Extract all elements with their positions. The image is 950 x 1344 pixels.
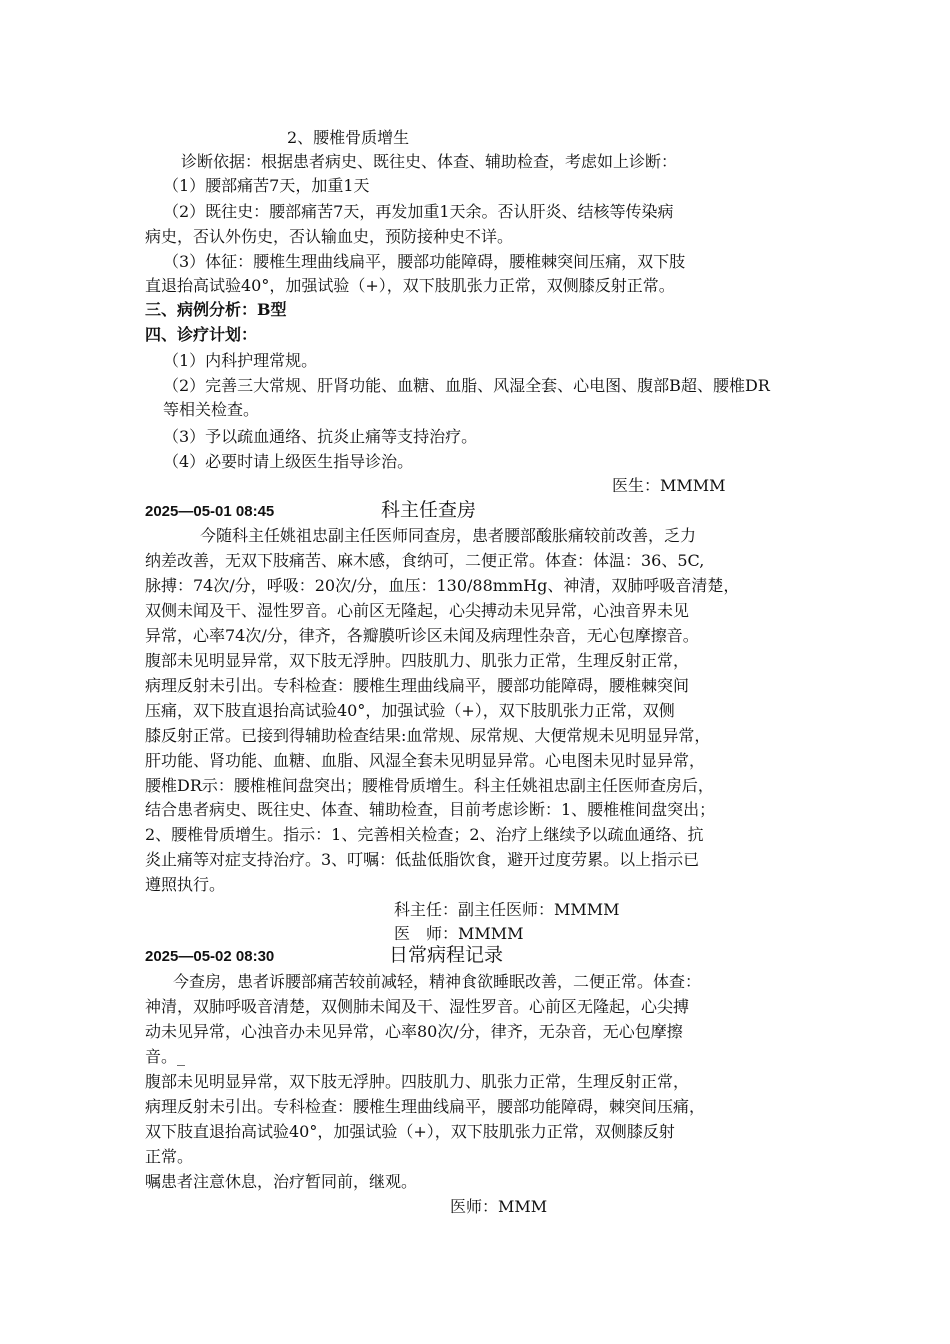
record-1-director-signature: 科主任：副主任医师：MMMM: [394, 900, 620, 919]
record-1-line: 脉搏：74次/分，呼吸：20次/分，血压：130/88mmHg、神清，双肺呼吸音清楚，: [145, 576, 740, 595]
basis-item-1: （1）腰部痛苦7天，加重1天: [163, 176, 370, 195]
basis-item-2-line-2: 病史，否认外伤史，否认输血史，预防接种史不详。: [145, 227, 514, 246]
record-2-line: 今查房，患者诉腰部痛苦较前减轻，精神食欲睡眠改善，二便正常。体查：: [173, 972, 702, 991]
basis-item-2-line-1: （2）既往史：腰部痛苦7天，再发加重1天余。否认肝炎、结核等传染病: [163, 202, 674, 221]
record-2-line: 正常。: [145, 1147, 194, 1166]
record-1-doctor-signature: 医 师：MMMM: [394, 924, 524, 943]
record-2-line: 嘱患者注意休息，治疗暂同前，继观。: [145, 1172, 418, 1191]
record-1-line: 异常，心率74次/分，律齐，各瓣膜听诊区未闻及病理性杂音，无心包摩擦音。: [145, 626, 699, 645]
record-1-line: 炎止痛等对症支持治疗。3、叮嘱：低盐低脂饮食，避开过度劳累。以上指示已: [145, 850, 700, 869]
section-treatment-plan-title: 四、诊疗计划：: [145, 325, 258, 344]
plan-item-2-line-1: （2）完善三大常规、肝肾功能、血糖、血脂、风湿全套、心电图、腹部B超、腰椎DR: [163, 376, 770, 395]
record-1-line: 双侧未闻及干、湿性罗音。心前区无隆起，心尖搏动未见异常，心浊音界未见: [145, 601, 690, 620]
record-1-line: 纳差改善，无双下肢痛苦、麻木感，食纳可，二便正常。体查：体温：36、5C,: [145, 551, 705, 570]
diagnosis-basis: 诊断依据：根据患者病史、既往史、体查、辅助检查，考虑如上诊断：: [181, 152, 678, 171]
record-1-line: 腰椎DR示：腰椎椎间盘突出；腰椎骨质增生。科主任姚祖忠副主任医师查房后，: [145, 776, 714, 795]
record-1-line: 病理反射未引出。专科检查：腰椎生理曲线扁平，腰部功能障碍，腰椎棘突间: [145, 676, 690, 695]
doctor-signature: 医生：MMMM: [612, 476, 726, 495]
plan-item-2-line-2: 等相关检查。: [163, 400, 260, 419]
record-1-line: 腹部未见明显异常，双下肢无浮肿。四肢肌力、肌张力正常，生理反射正常，: [145, 651, 690, 670]
record-1-line: 肝功能、肾功能、血糖、血脂、风湿全套未见明显异常。心电图未见时显异常，: [145, 751, 706, 770]
record-2-title: 日常病程记录: [389, 944, 504, 966]
section-case-analysis: 三、病例分析：B型: [145, 300, 287, 319]
record-2-line: 双下肢直退抬高试验40°，加强试验（+），双下肢肌张力正常，双侧膝反射: [145, 1122, 675, 1141]
record-1-line: 结合患者病史、既往史、体查、辅助检查，目前考虑诊断：1、腰椎椎间盘突出；: [145, 800, 716, 819]
plan-item-4: （4）必要时请上级医生指导诊治。: [163, 452, 414, 471]
record-2-line: 动未见异常，心浊音办未见异常，心率80次/分，律齐，无杂音，无心包摩擦: [145, 1022, 683, 1041]
basis-item-3-line-2: 直退抬高试验40°，加强试验（+），双下肢肌张力正常，双侧膝反射正常。: [145, 276, 675, 295]
record-2-datetime: 2025—05-02 08:30: [145, 948, 275, 965]
diagnosis-item-2: 2、腰椎骨质增生: [287, 128, 410, 147]
record-1-title: 科主任查房: [381, 499, 477, 521]
basis-item-3-line-1: （3）体征：腰椎生理曲线扁平，腰部功能障碍，腰椎棘突间压痛，双下肢: [163, 252, 686, 271]
record-1-line: 今随科主任姚祖忠副主任医师同查房，患者腰部酸胀痛较前改善，乏力: [200, 526, 697, 545]
plan-item-3: （3）予以疏血通络、抗炎止痛等支持治疗。: [163, 427, 478, 446]
record-2-line: 病理反射未引出。专科检查：腰椎生理曲线扁平，腰部功能障碍，棘突间压痛，: [145, 1097, 706, 1116]
record-1-datetime: 2025—05-01 08:45: [145, 503, 275, 520]
record-1-line: 2、腰椎骨质增生。指示：1、完善相关检查；2、治疗上继续予以疏血通络、抗: [145, 825, 704, 844]
plan-item-1: （1）内科护理常规。: [163, 351, 318, 370]
record-1-line: 压痛，双下肢直退抬高试验40°，加强试验（+），双下肢肌张力正常，双侧: [145, 701, 675, 720]
record-2-line: 神清，双肺呼吸音清楚，双侧肺未闻及干、湿性罗音。心前区无隆起，心尖搏: [145, 997, 690, 1016]
record-1-line: 膝反射正常。已接到得辅助检查结果:血常规、尿常规、大便常规未见明显异常，: [145, 726, 711, 745]
record-2-doctor-signature: 医师：MMM: [450, 1197, 548, 1216]
record-2-line: 腹部未见明显异常，双下肢无浮肿。四肢肌力、肌张力正常，生理反射正常，: [145, 1072, 690, 1091]
record-2-line: 音。_: [145, 1047, 186, 1066]
record-1-line: 遵照执行。: [145, 875, 226, 894]
